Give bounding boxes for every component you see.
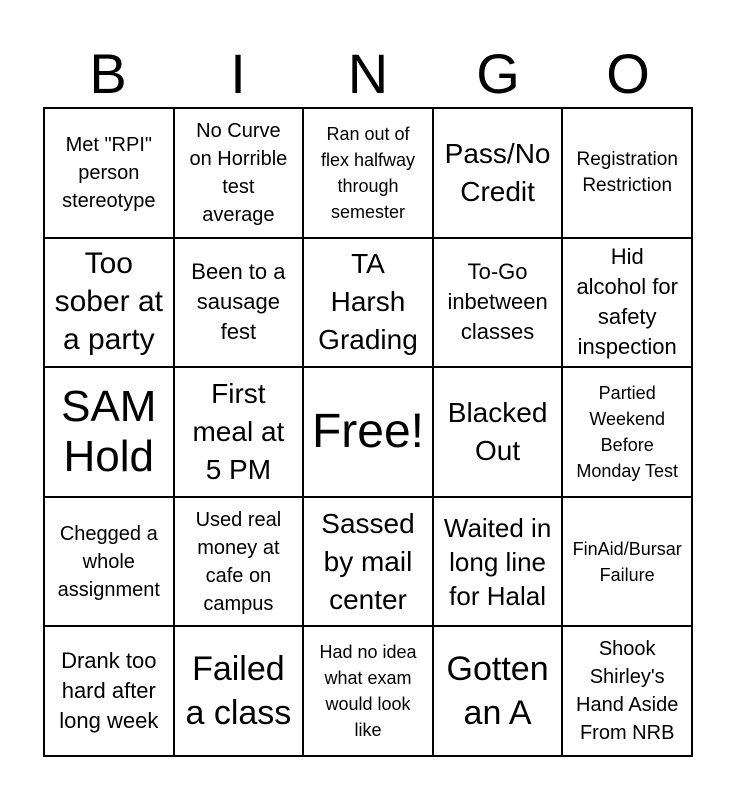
- bingo-cell[interactable]: [433, 367, 563, 497]
- cell-text: First meal at 5 PM: [192, 377, 285, 485]
- header-letter-i: I: [230, 42, 246, 105]
- bingo-cell[interactable]: [303, 108, 433, 238]
- cell-text: Waited in long line for Halal: [443, 512, 552, 611]
- cell-text: Gotten an A: [446, 650, 549, 733]
- bingo-cell[interactable]: [174, 108, 304, 238]
- cell-text: Partied Weekend Before Monday Test: [576, 382, 679, 481]
- cell-text: Been to a sausage fest: [191, 259, 286, 345]
- bingo-header: [43, 40, 693, 108]
- cell-text: Used real money at cafe on campus: [195, 508, 282, 615]
- bingo-cell[interactable]: [303, 626, 433, 756]
- bingo-cell[interactable]: [433, 238, 563, 368]
- cell-text: Too sober at a party: [54, 247, 163, 357]
- bingo-cell[interactable]: [562, 367, 692, 497]
- bingo-cell[interactable]: [44, 367, 174, 497]
- cell-text: SAM Hold: [61, 381, 157, 481]
- cell-text: Failed a class: [185, 650, 292, 733]
- bingo-cell[interactable]: [174, 626, 304, 756]
- bingo-cell[interactable]: [562, 238, 692, 368]
- cell-text: Chegged a whole assignment: [57, 522, 160, 601]
- cell-text: No Curve on Horrible test average: [189, 119, 288, 226]
- cell-text: Drank too hard after long week: [59, 648, 159, 734]
- header-letter-g: G: [476, 42, 520, 105]
- cell-text: Ran out of flex halfway through semester: [320, 123, 416, 222]
- cell-text: Blacked Out: [447, 396, 548, 466]
- free-space-cell[interactable]: [303, 367, 433, 497]
- cell-text: Registration Restriction: [576, 148, 678, 196]
- bingo-cell[interactable]: [174, 367, 304, 497]
- cell-text: Sassed by mail center: [321, 507, 415, 615]
- header-letter-b: B: [89, 42, 127, 105]
- header-letter-o: O: [606, 42, 650, 105]
- bingo-cell[interactable]: [44, 108, 174, 238]
- bingo-cell[interactable]: [562, 626, 692, 756]
- cell-text: To-Go inbetween classes: [447, 259, 548, 345]
- cell-text: Had no idea what exam would look like: [319, 642, 417, 741]
- bingo-cell[interactable]: [174, 497, 304, 627]
- bingo-cell[interactable]: [433, 626, 563, 756]
- bingo-cell[interactable]: [44, 626, 174, 756]
- bingo-cell[interactable]: [433, 497, 563, 627]
- bingo-cell[interactable]: [303, 497, 433, 627]
- bingo-cell[interactable]: [174, 238, 304, 368]
- cell-text: Hid alcohol for safety inspection: [576, 244, 678, 360]
- cell-text: Met "RPI" person stereotype: [62, 133, 156, 212]
- bingo-cell[interactable]: [562, 497, 692, 627]
- cell-text: TA Harsh Grading: [318, 248, 418, 356]
- cell-text: FinAid/Bursar Failure: [572, 538, 682, 585]
- bingo-grid: [43, 107, 693, 757]
- bingo-cell[interactable]: [562, 108, 692, 238]
- free-space-text: Free!: [311, 404, 424, 458]
- bingo-cell[interactable]: [303, 238, 433, 368]
- cell-text: Pass/No Credit: [444, 137, 551, 207]
- bingo-cell[interactable]: [44, 238, 174, 368]
- bingo-cell[interactable]: [44, 497, 174, 627]
- bingo-cell[interactable]: [433, 108, 563, 238]
- cell-text: Shook Shirley's Hand Aside From NRB: [576, 638, 679, 745]
- header-letter-n: N: [347, 42, 389, 105]
